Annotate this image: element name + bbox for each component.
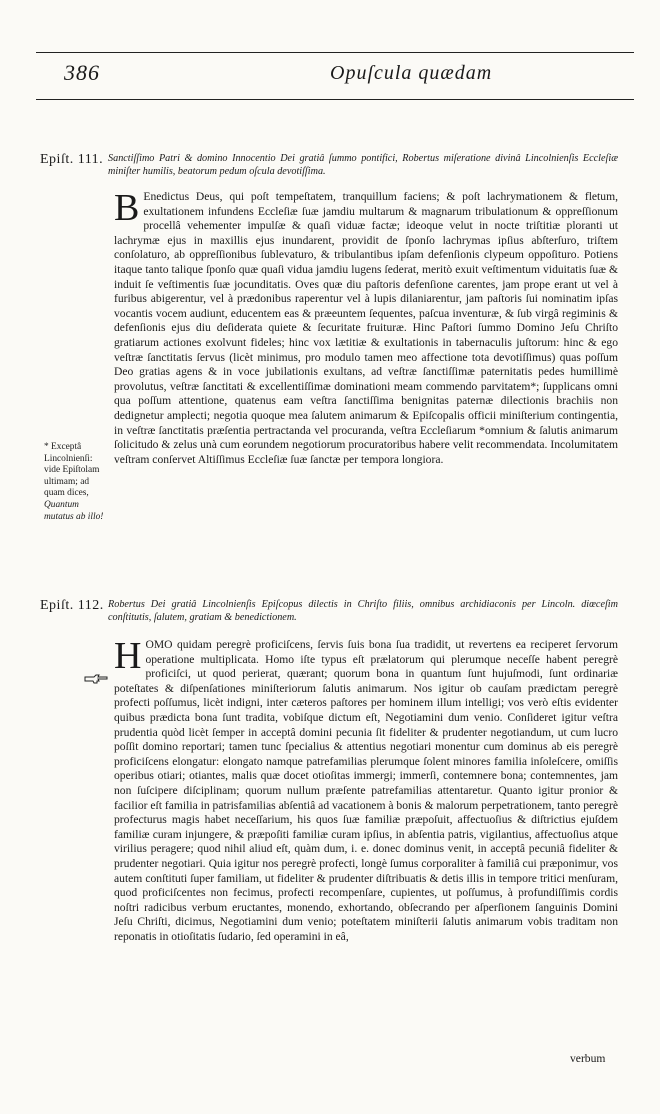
page-number: 386 [64,60,100,85]
margin-note-text: * Exceptâ Lincolnienſi: vide Epiſtolam ultimam; ad quam dices, [44,442,100,499]
epistle-112-label: Epiſt. 112. [40,598,104,613]
epistle-111-address: Sanctiſſimo Patri & domino Innocentio Dei gratiâ ſummo pontifici, Robertus miſeratione divinâ Lincolnienſis Eccleſiæ miniſter humilis, beatorum pedum oſcula devotiſſima. [108,153,618,177]
epistle-111-dropcap: B [114,187,140,229]
epistle-111-body [114,187,618,467]
top-rule [36,52,634,53]
running-title: Opuſcula quædam [330,62,493,84]
margin-note-italic: Quantum mutatus ab illo! [44,499,104,522]
manicule-pointing-hand-icon [84,672,108,686]
epistle-112-dropcap: H [114,635,142,677]
epistle-112-address: Robertus Dei gratiâ Lincolnienſis Epiſcopus dilectis in Chriſto filiis, omnibus archidiaconis per Lincoln. diœceſim conſtitutis, ſalutem, gratiam & benedictionem. [108,599,618,623]
epistle-112-body [114,635,618,944]
epistle-111-text: Enedictus Deus, qui poſt tempeſtatem, tranquillum faciens; & poſt lachrymationem & fletum, exultationem infundens Eccleſiæ ſuæ jamdiu multarum & magnarum tribulationum & oppreſſionum procellâ vehementer impulſæ & quaſi viduæ factæ; ideoque velut in nocte triſtitiæ ploranti ut lachrymæ ejus in maxillis ejus inundarent, providit de ſponſo lachrymas ipſius abſterſuro, triſtem conſolaturo, ab oppreſſionibus ſublevaturo, & tribulantibus ipſam defenſionis clypeum oppoſituro. Potiens itaque tanto talique ſponſo quæ quaſi vidua jamdiu lugens ſederat, meritò exuit veſtimentum viduitatis ſuæ & induit ſe veſtimentis ſuæ jocunditatis. Oves quæ diu paſtoris defenſione carentes, jam prope erant ut vel à furibus abigerentur, vel à prædonibus raperentur vel à lupis dilaniarentur, jam paſtoris ſui nominatim ipſas vocantis vocem audiunt, educentem eas & præeuntem ſequentes, paſcua inventuræ, & ſub virgâ regiminis & defenſionis ejus diu deſiderata quiete & ſecuritate fruituræ. Hinc Paſtori ſummo Domino Jeſu Chriſto gratiarum actiones exolvunt fideles; hinc vox lætitiæ & exultationis in tabernaculis juſtorum: hinc & ego veſtræ ſanctitatis ſervus (licèt minimus, pro modulo tamen meo affectione tota devotiſſimus) quas poſſum Deo gratias agens & in voce jubilationis exultans, ad veſtræ ſanctiſſimæ paternitatis pedes humillimè provolutus, veſtræ ſanctitati & excellentiſſimæ dominationi meam commendo parvitatem*; ſupplicans omni qua poſſum attentione, quatenus eam veſtra ſanctiſſima benignitas paternæ dilectionis brachiis non dedignetur amplecti; negotia quoque mea ſalutem animarum & Epiſcopalis officii miniſterium contingentia, in veſtræ ſanctitatis præſentia pertractanda vel procuranda, veſtra Eccleſiarum *omnium & ſalutis animarum ſolicitudo & zelus unà cum eorundem negotiorum procuratoribus habere velit recommendata. Incolumitatem veſtram conſervet Altiſſimus Eccleſiæ ſuæ ſanctæ per tempora longiora. [114,190,618,466]
epistle-111-label: Epiſt. 111. [40,152,104,167]
margin-note [44,442,110,523]
epistle-112-text: OMO quidam peregrè proficiſcens, ſervis ſuis bona ſua tradidit, ut revertens ea reciperet ſervorum operatione multiplicata. Homo iſte typus eſt prælatorum qui plerumque neceſſe habent peregrè proficiſci, ut quod perierat, quærant; quorum bona in quantum ſunt hujuſmodi, ſunt ordinariæ poteſtates & diſpenſationes miniſteriorum ſalutis animarum. Nos igitur ob cauſam prædictam peregrè profecti poſſumus, licèt indigni, inter cæteros paſtores per hominem illum intelligi; vos verò eſtis evidenter quibus prædicta bona ſunt tradita, vobiſque dictum eſt, Negotiamini dum venio. Conſideret igitur veſtra prudentia quòd licèt ſemper in acceptâ domini pecunia ſit fideliter & prudenter negotiandum, ut cum lucro poſſit domino reportari; tamen tunc ſpecialius & attentius negotiari monentur cum dominus ab eis peregrè proficiſcens elongatur: elongato namque patrefamilias plerumque ſolent minores familia inſoleſcere, omiſſis operibus otiari; otiantes, malis quæ docet otioſitas immergi; immerſi, contemnere bona; contemnentes, jam non ſuſcipere diſciplinam; quorum nullum præſente patrefamilias attentaretur. Quanto igitur pronior & facilior eſt familia in patrisfamilias abſentiâ ad vacationem à bonis & malorum perpetrationem, tanto peregrè profecturus magis habet neceſſarium, his quos ſuæ familiæ præpoſuit, affectuoſius & diſtrictius ejuſdem familiæ curam injungere, & præpoſiti familiæ curam ipſius, in abſentia patris, vigilantius, affectuoſius atque virilius peragere; quod nihil aliud eſt, quàm dum, i. e. donec dominus venit, in acceptâ pecuniâ fideliter & prudenter negotiari. Quia igitur nos peregrè profecti, longè ſumus corporaliter à familiâ cui præponimur, vos autem conſtituti ſuper familiam, ut fideliter & prudenter diſtribuatis & detis illis in tempore tritici menſuram, quod proficiſcentes non fecimus, profecti recompenſare, cupientes, ut poſſumus, à profundiſſimis cordis noſtri radicibus verbum eructantes, monendo, exhortando, obſecrando per aſperſionem ſanguinis Domini Jeſu Chriſti, dicimus, Negotiamini dum venio; poteſtatem miniſterii ſalutis animarum vobis traditam non reponatis in otioſitatis ſudario, ſed operamini in eâ, [114,638,618,943]
catchword: verbum [570,1052,606,1065]
header-rule [36,99,634,100]
